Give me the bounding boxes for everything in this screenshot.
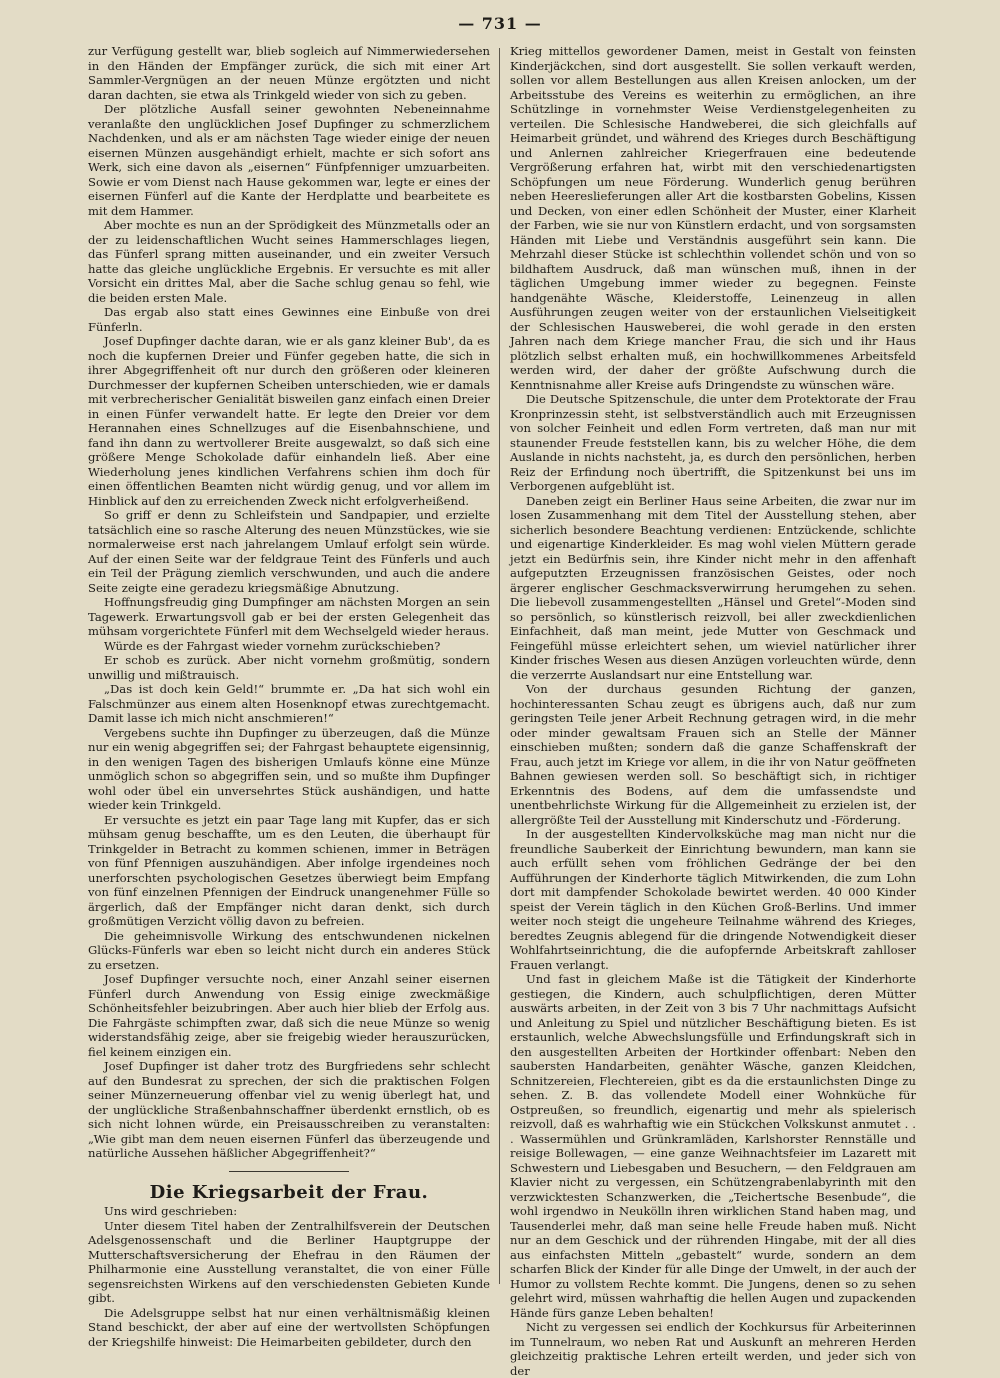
paragraph: Würde es der Fahrgast wieder vornehm zurückschieben? <box>104 638 441 653</box>
left-column-article-end <box>88 44 490 1161</box>
paragraph: Unter diesem Titel haben der Zentralhilfsverein der Deutschen Adelsgenossenschaft und die Berliner Hauptgruppe der Mutterschaftsversicherung der Ehefrau in den Räumen der Philharmonie eine Ausstellung veranstaltet, die von einer Fülle segensreichsten Wirkens auf den verschiedensten Gebieten Kunde gibt. <box>88 1218 490 1305</box>
paragraph: Das ergab also statt eines Gewinnes eine Einbuße von drei Fünferln. <box>88 305 490 334</box>
paragraph: Daneben zeigt ein Berliner Haus seine Arbeiten, die zwar nur im losen Zusammenhang mit dem Titel der Ausstellung stehen, aber sicherlich besondere Beachtung verdienen: Entzückende, schlichte und eigenartige Kinderkleider. Es mag wohl vielen Müttern gerade jetzt ein Bedürfnis sein, ihre Kinder nicht mehr in den affenhaft aufgeputzten Erzeugnissen französischen Geistes, oder noch ärgerer englischer Geschmacksverwirrung herumgehen zu sehen. Die liebevoll zusammengestellten „Hänsel und Gretel“-Moden sind so persönlich, so künstlerisch reizvoll, bei aller zweckdienlichen Einfachheit, daß man meint, jede Mutter von Geschmack und Feingefühl müsse erleichtert sehen, um wieviel natürlicher ihrer Kinder frisches Wesen aus diesen Anzügen vorleuchten würde, denn die verzerrte Auslandsart nur eine Entstellung war. <box>510 493 916 682</box>
paragraph: Von der durchaus gesunden Richtung der ganzen, hochinteressanten Schau zeugt es übrigens auch, daß nur zum geringsten Teile jener Arbeit Rechnung getragen wird, in die mehr oder minder gewaltsam Frauen sich an Stelle der Männer einschieben mußten; sondern daß die ganze Schaffenskraft der Frau, auch jetzt im Kriege vor allem, in die ihr von Natur geöffneten Bahnen gewiesen werden soll. So beschäftigt sich, in richtiger Erkenntnis des Bodens, auf dem die umfassendste und unentbehrlichste Wirkung für die Allgemeinheit zu erzielen ist, der allergrößte Teil der Ausstellung mit Kinderschutz und -Förderung. <box>510 682 916 827</box>
paragraph: Er versuchte es jetzt ein paar Tage lang mit Kupfer, das er sich mühsam genug beschaffte, um es den Leuten, die überhaupt für Trinkgelder in Betracht zu kommen schienen, immer in Beträgen von fünf Pfennigen auszuhändigen. Aber infolge irgendeines noch unerforschten psychologischen Gesetzes überwiegt beim Empfang von fünf einzelnen Pfennigen der Eindruck unangenehmer Fülle so ärgerlich, daß der Empfänger nicht daran denkt, sich durch großmütigen Verzicht völlig davon zu befreien. <box>88 812 490 928</box>
column-rule <box>499 48 500 1284</box>
paragraph: In der ausgestellten Kindervolksküche mag man nicht nur die freundliche Sauberkeit der Einrichtung bewundern, man kann sie auch erfüllt sehen vom fröhlichen Gedränge der bei den Aufführungen der Kinderhorte täglich Mitwirkenden, die zum Lohn dort mit dampfender Schokolade bewirtet werden. 40 000 Kinder speist der Verein täglich in den Küchen Groß-Berlins. Und immer weiter noch steigt die ungeheure Teilnahme während des Krieges, beredtes Zeugnis ablegend für die dringende Notwendigkeit dieser Wohlfahrtseinrichtung, die die aufopfernde Arbeitskraft zahlloser Frauen verlangt. <box>510 827 916 972</box>
paragraph: Josef Dupfinger dachte daran, wie er als ganz kleiner Bub', da es noch die kupfernen Dreier und Fünfer gegeben hatte, die sich in ihrer Abgegriffenheit oft nur durch den größeren oder kleineren Durchmesser der kupfernen Scheiben unterschieden, wie er damals mit verbrecherischer Genialität bisweilen ganz einfach einen Dreier in einen Fünfer verwandelt hatte. Er legte den Dreier vor dem Herannahen eines Schnellzuges auf die Eisenbahnschiene, und fand ihn dann zu wertvollerer Breite ausgewalzt, so daß sich eine größere Menge Schokolade dafür einhandeln ließ. Aber eine Wiederholung jenes kindlichen Verfahrens schien ihm doch für einen öffentlichen Beamten nicht würdig genug, und vor allem im Hinblick auf den zu erreichenden Zweck nicht erfolgverheißend. <box>88 334 490 508</box>
page-number: — 731 — <box>458 14 542 33</box>
paragraph: Vergebens suchte ihn Dupfinger zu überzeugen, daß die Münze nur ein wenig abgegriffen sei; der Fahrgast behauptete eigensinnig, in den wenigen Tagen des bisherigen Umlaufs könne eine Münze unmöglich schon so abgegriffen sein, und so mußte ihm Dupfinger wohl oder übel ein unversehrtes Stück aushändigen, und hatte wieder kein Trinkgeld. <box>88 725 490 812</box>
paragraph: Aber mochte es nun an der Sprödigkeit des Münzmetalls oder an der zu leidenschaftlichen Wucht seines Hammerschlages liegen, das Fünferl sprang mitten auseinander, und ein zweiter Versuch hatte das gleiche unglückliche Ergebnis. Er versuchte es mit aller Vorsicht ein drittes Mal, aber die Sache schlug genau so fehl, wie die beiden ersten Male. <box>88 218 490 305</box>
left-column <box>88 44 490 1349</box>
paragraph: Die Adelsgruppe selbst hat nur einen verhältnismäßig kleinen Stand beschickt, der aber auf eine der wertvollsten Schöpfungen der Kriegshilfe hinweist: Die Heimarbeiten gebildeter, durch den <box>88 1305 490 1349</box>
right-column-article-body <box>510 44 916 1378</box>
paragraph: Die geheimnisvolle Wirkung des entschwundenen nickelnen Glücks-Fünferls war eben so leicht nicht durch ein anderes Stück zu ersetzen. <box>88 928 490 972</box>
paragraph: Krieg mittellos gewordener Damen, meist in Gestalt von feinsten Kinderjäckchen, sind dort ausgestellt. Sie sollen verkauft werden, sollen vor allem Bestellungen aus allen Kreisen anlocken, um der Arbeitsstube des Vereins es weiterhin zu ermöglichen, an ihre Schützlinge in vornehmster Weise Verdienstgelegenheiten zu verteilen. Die Schlesische Handweberei, die sich gleichfalls auf Heimarbeit gründet, und während des Krieges durch Beschäftigung und Anlernen zahlreicher Kriegerfrauen eine bedeutende Vergrößerung erfahren hat, wirbt mit den verschiedenartigsten Schöpfungen um neue Förderung. Wunderlich genug berühren neben Heereslieferungen aller Art die kostbarsten Gobelins, Kissen und Decken, von einer edlen Schönheit der Muster, einer Klarheit der Farben, wie sie nur von Künstlern erdacht, und von sorgsamsten Händen mit Liebe und Verständnis ausgeführt sein kann. Die Mehrzahl dieser Stücke ist schlechthin vollendet schön und von so bildhaftem Ausdruck, daß man wünschen muß, ihnen in der täglichen Umgebung immer wieder zu begegnen. Feinste handgenähte Wäsche, Kleiderstoffe, Leinenzeug in allen Ausführungen zeugen weiter von der erstaunlichen Vielseitigkeit der Schlesischen Hausweberei, die wohl gerade in den ersten Jahren nach dem Kriege mancher Frau, die sich und ihr Haus plötzlich selbst erhalten muß, ein hochwillkommenes Arbeitsfeld werden wird, der daher der größte Aufschwung durch die Kenntnisnahme aller Kreise aufs Dringendste zu wünschen wäre. <box>510 44 916 392</box>
paragraph: So griff er denn zu Schleifstein und Sandpapier, und erzielte tatsächlich eine so rasche Alterung des neuen Münzstückes, wie sie normalerweise erst nach jahrelangem Umlauf erfolgt sein würde. Auf der einen Seite war der feldgraue Teint des Fünferls und auch ein Teil der Prägung ziemlich verschwunden, und auch die andere Seite zeigte eine geradezu kriegsmäßige Abnutzung. <box>88 508 490 595</box>
left-column-article-start <box>88 1219 490 1350</box>
right-column <box>510 44 916 1378</box>
article-heading: Die Kriegsarbeit der Frau. <box>149 1181 429 1203</box>
paragraph: „Das ist doch kein Geld!“ brummte er. „Da hat sich wohl ein Falschmünzer aus einem alten Hosenknopf etwas zurechtgemacht. Damit lasse ich mich nicht anschmieren!“ <box>88 682 490 725</box>
paragraph: Josef Dupfinger ist daher trotz des Burgfriedens sehr schlecht auf den Bundesrat zu sprechen, der sich die praktischen Folgen seiner Münzerneuerung offenbar viel zu wenig überlegt hat, und der unglückliche Straßenbahnschaffner überdenkt ernstlich, ob es sich nicht lohnen würde, ein Preisausschreiben zu veranstalten: „Wie gibt man dem neuen eisernen Fünferl das überzeugende und natürliche Aussehen häßlicher Abgegriffenheit?“ <box>88 1059 490 1160</box>
section-divider <box>229 1171 349 1172</box>
paragraph: Nicht zu vergessen sei endlich der Kochkursus für Arbeiterinnen im Tunnelraum, wo neben Rat und Auskunft an mehreren Herden gleichzeitig praktische Lehren erteilt werden, und jeder sich von der <box>510 1320 916 1378</box>
paragraph: Der plötzliche Ausfall seiner gewohnten Nebeneinnahme veranlaßte den unglücklichen Josef Dupfinger zu schmerzlichem Nachdenken, und als er am nächsten Tage wieder einige der neuen eisernen Münzen ausgehändigt erhielt, machte er sich sofort ans Werk, sich eine davon als „eisernen“ Fünfpfenniger umzuarbeiten. Sowie er vom Dienst nach Hause gekommen war, legte er eines der eisernen Fünferl auf die Kante der Herdplatte und bearbeitete es mit dem Hammer. <box>88 102 490 218</box>
paragraph: Josef Dupfinger versuchte noch, einer Anzahl seiner eisernen Fünferl durch Anwendung von Essig einige zweckmäßige Schönheitsfehler beizubringen. Aber auch hier blieb der Erfolg aus. Die Fahrgäste schimpften zwar, daß sich die neue Münze so wenig widerstandsfähig zeige, aber sie freigebig wieder herauszurücken, fiel keinem einzigen ein. <box>88 972 490 1059</box>
article-intro: Uns wird geschrieben: <box>104 1204 238 1218</box>
paragraph: Und fast in gleichem Maße ist die Tätigkeit der Kinderhorte gestiegen, die Kindern, auch schulpflichtigen, deren Mütter auswärts arbeiten, in der Zeit von 3 bis 7 Uhr nachmittags Aufsicht und Anleitung zu Spiel und nützlicher Beschäftigung bieten. Es ist erstaunlich, welche Abwechslungsfülle und Erfindungskraft sich in den ausgestellten Arbeiten der Hortkinder offenbart: Neben den saubersten Handarbeiten, genähter Wäsche, ganzen Kleidchen, Schnitzereien, Flechtereien, gibt es da die erstaunlichsten Dinge zu sehen. Z. B. das vollendete Modell einer Wohnküche für Ostpreußen, so freundlich, eigenartig und mehr als spielerisch reizvoll, daß es wahrhaftig wie ein Stückchen Volkskunst anmutet . . . Wassermühlen und Grünkramläden, Karlshorster Rennställe und reisige Bollewagen, — eine ganze Weihnachtsfeier im Lazarett mit Schwestern und Liebesgaben und Besuchern, — den Feldgrauen am Klavier nicht zu vergessen, ein Schützengrabenlabyrinth mit den verzwicktesten Schanzwerken, die „Teichertsche Besenbude“, die wohl irgendwo in Neukölln ihren wirklichen Stand haben mag, und Tausenderlei mehr, daß man seine helle Freude haben muß. Nicht nur an dem Geschick und der rührenden Hingabe, mit der all dies aus einfachsten Mitteln „gebastelt“ wurde, sondern an dem scharfen Blick der Kinder für alle Dinge der Umwelt, in der auch der Humor zu vollstem Rechte kommt. Die Jungens, denen so zu sehen gelehrt wird, müssen wahrhaftig die hellen Augen und zupackenden Hände fürs ganze Leben behalten! <box>510 972 916 1320</box>
paragraph: Die Deutsche Spitzenschule, die unter dem Protektorate der Frau Kronprinzessin steht, ist selbstverständlich auch mit Erzeugnissen von solcher Feinheit und edlen Form vertreten, daß man nur mit staunender Freude feststellen kann, bis zu welcher Höhe, die dem Auslande in nichts nachsteht, ja, es durch den persönlichen, herben Reiz der Erfindung noch übertrifft, die Spitzenkunst bei uns im Verborgenen aufgeblüht ist. <box>510 392 916 493</box>
paragraph: Er schob es zurück. Aber nicht vornehm großmütig, sondern unwillig und mißtrauisch. <box>88 653 490 682</box>
paragraph: Hoffnungsfreudig ging Dumpfinger am nächsten Morgen an sein Tagewerk. Erwartungsvoll gab er bei der ersten Gelegenheit das mühsam vorgerichtete Fünferl mit dem Wechselgeld wieder heraus. <box>88 595 490 638</box>
paragraph: zur Verfügung gestellt war, blieb sogleich auf Nimmerwiedersehen in den Händen der Empfänger zurück, die sich mit einer Art Sammler-Vergnügen an der neuen Münze ergötzten und nicht daran dachten, sie etwa als Trinkgeld wieder von sich zu geben. <box>88 44 490 102</box>
